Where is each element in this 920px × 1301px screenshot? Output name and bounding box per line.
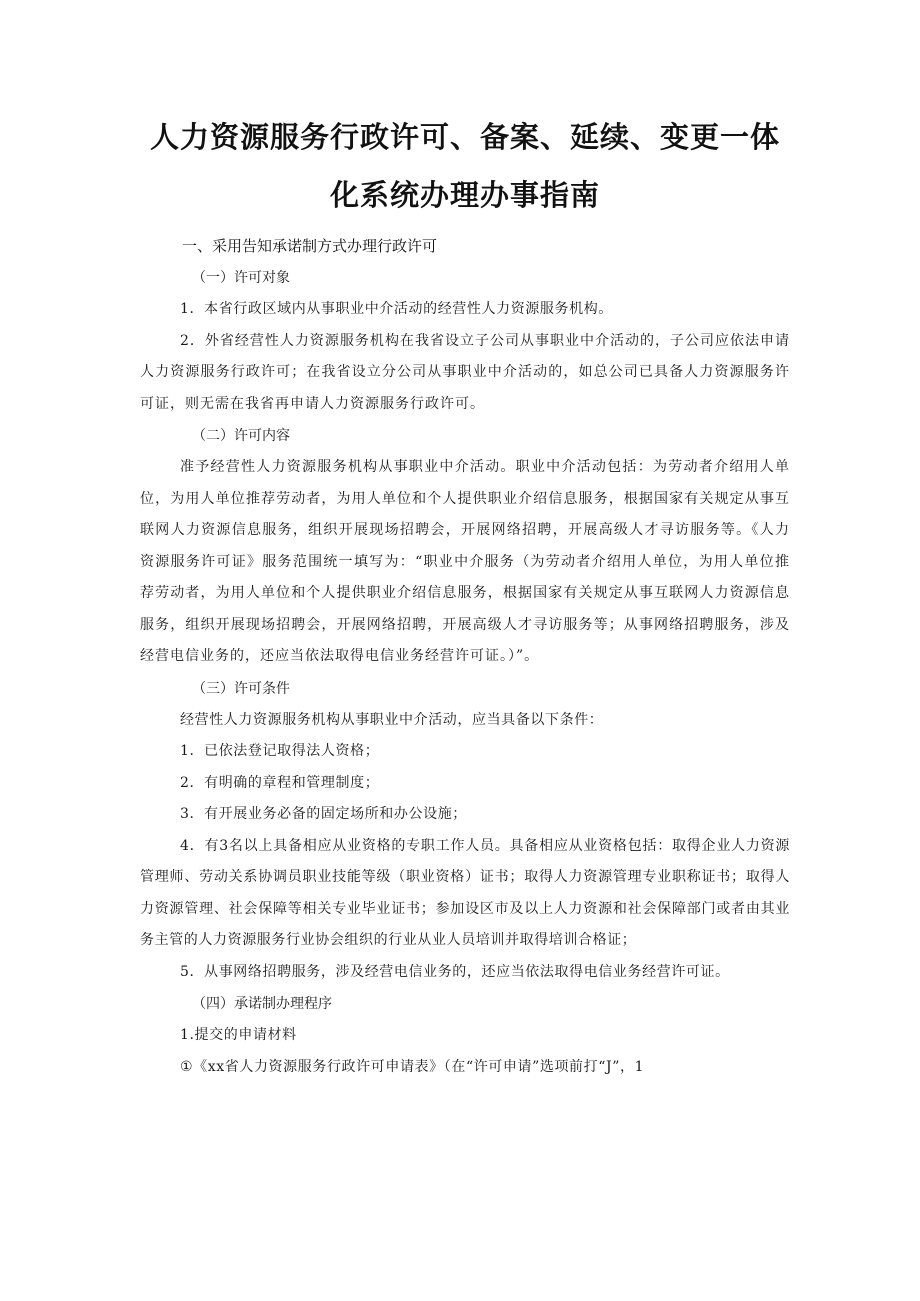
sub1-item1: 1．本省行政区域内从事职业中介活动的经营性人力资源服务机构。 [180,301,613,317]
sub3-item4: 4．有3名以上具备相应从业资格的专职工作人员。具备相应从业资格包括：取得企业人力资源管理师、劳动关系协调员职业技能等级（职业资格）证书；取得人力资源管理专业职称证书；取得人力资源管理、社会保障等相关专业毕业证书；参加设区市及以上人力资源和社会保障部门或者由其业务主管的人力资源服务行业协会组织的行业从业人员培训并取得培训合格证； [140,837,790,948]
section1-heading: 一、采用告知承诺制方式办理行政许可 [182,237,438,255]
sub4-heading: （四）承诺制办理程序 [192,996,332,1012]
sub3-item2: 2．有明确的章程和管理制度； [180,774,380,791]
sub3-intro: 经营性人力资源服务机构从事职业中介活动，应当具备以下条件： [180,711,604,728]
document-title-line2: 化系统办理办事指南 [329,178,600,212]
sub4-item2: ①《xx省人力资源服务行政许可申请表》（在“许可申请”选项前打“J”，1 [180,1058,645,1075]
document-title-line1: 人力资源服务行政许可、备案、延续、变更一体 [149,120,780,154]
sub2-paragraph: 准予经营性人力资源服务机构从事职业中介活动。职业中介活动包括：为劳动者介绍用人单位，为用人单位推荐劳动者，为用人单位和个人提供职业介绍信息服务，根据国家有关规定从事互联网人力资源信息服务，组织开展现场招聘会，开展网络招聘，开展高级人才寻访服务等。《人力资源服务许可证》服务范围统一填写为：“职业中介服务（为劳动者介绍用人单位，为用人单位推荐劳动者，为用人单位和个人提供职业介绍信息服务，根据国家有关规定从事互联网人力资源信息服务，组织开展现场招聘会，开展网络招聘，开展高级人才寻访服务等；从事网络招聘服务，涉及经营电信业务的，还应当依法取得电信业务经营许可证。）”。 [140,459,790,664]
sub3-heading: （三）许可条件 [192,680,290,697]
sub3-item5: 5．从事网络招聘服务，涉及经营电信业务的，还应当依法取得电信业务经营许可证。 [180,963,730,980]
sub1-item2: 2．外省经营性人力资源服务机构在我省设立子公司从事职业中介活动的，子公司应依法申请人力资源服务行政许可；在我省设立分公司从事职业中介活动的，如总公司已具备人力资源服务许可证，则无需在我省再申请人力资源服务行政许可。 [140,332,790,412]
sub3-item3: 3．有开展业务必备的固定场所和办公设施； [180,806,467,822]
sub4-item1: 1.提交的申请材料 [180,1027,297,1043]
sub2-heading: （二）许可内容 [192,428,290,444]
document-page [140,108,790,1083]
sub3-item1: 1．已依法登记取得法人资格； [180,743,380,759]
sub1-heading: （一）许可对象 [192,270,290,286]
